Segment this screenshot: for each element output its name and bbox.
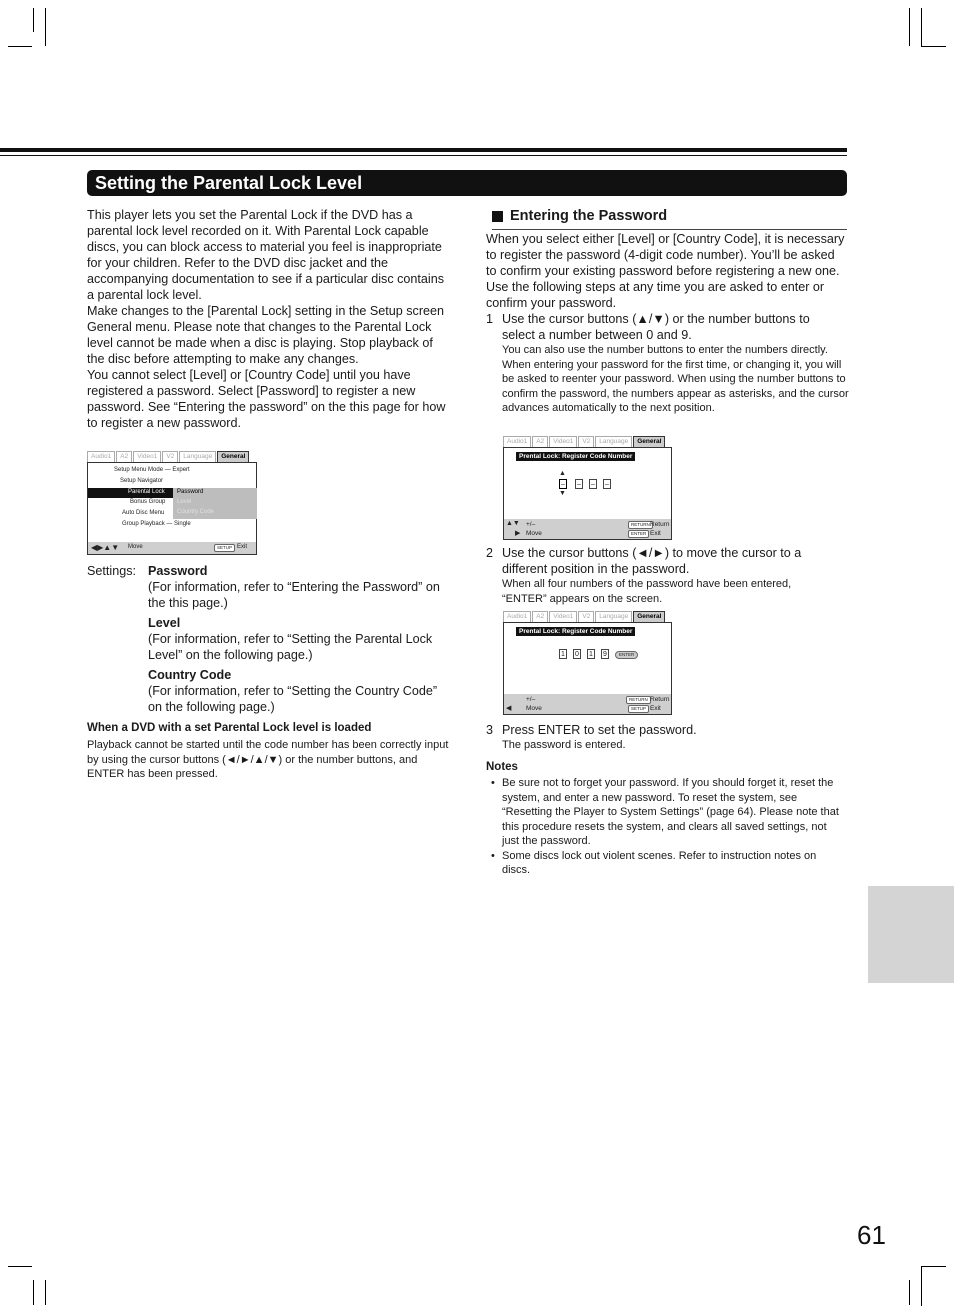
- tab-language: Language: [595, 611, 632, 622]
- move-label: Move: [526, 705, 542, 712]
- tab-video1: Video1: [549, 611, 577, 622]
- code-digit: –: [603, 479, 611, 489]
- footer-exit: Exit: [237, 544, 248, 550]
- crop-mark: [8, 46, 32, 47]
- osd-footer: [504, 694, 671, 714]
- code-digit: 1: [559, 649, 567, 659]
- setup-chip: SETUP: [628, 705, 649, 713]
- crop-mark: [909, 1280, 910, 1305]
- crop-mark: [45, 1280, 46, 1305]
- tab-audio1: Audio1: [503, 611, 531, 622]
- setup-chip: SETUP: [214, 544, 235, 552]
- return-chip: RETURN: [628, 521, 653, 529]
- osd-panel: [87, 462, 257, 555]
- setting-name: Password: [148, 564, 208, 578]
- tab-language: Language: [595, 436, 632, 447]
- tab-v2: V2: [162, 451, 178, 462]
- tab-audio1: Audio1: [503, 436, 531, 447]
- crop-mark: [909, 8, 910, 46]
- plusminus-label: +/–: [526, 696, 536, 703]
- code-digits: [559, 649, 649, 663]
- intro-paragraph: Make changes to the [Parental Lock] setting in the Setup screen General menu. Please note that changes to the Parental Lock level cannot be made when a disc is playing. Stop playback of the disc before attempting to make any changes.: [87, 304, 445, 366]
- menu-row: Setup Navigator: [120, 478, 164, 484]
- tab-v2: V2: [578, 611, 594, 622]
- left-arrow-icon: ◀: [506, 705, 512, 712]
- code-header: Prental Lock: Register Code Number: [516, 627, 635, 636]
- return-chip: RETURN: [626, 696, 651, 704]
- tab-v2: V2: [578, 436, 594, 447]
- note-text: Playback cannot be started until the code number has been correctly input by using the cursor buttons (◄/►/▲/▼) or the number buttons, and ENTER has been pressed.: [87, 739, 449, 780]
- code-digit: 9: [601, 649, 609, 659]
- crop-mark: [33, 8, 34, 32]
- return-label: Return: [650, 521, 670, 528]
- osd-panel: [503, 622, 672, 715]
- tab-a2: A2: [532, 436, 548, 447]
- bullet-icon: •: [491, 777, 495, 789]
- note-heading: When a DVD with a set Parental Lock level is loaded: [87, 722, 372, 734]
- step-subtext: The password is entered.: [502, 739, 626, 751]
- section-title-bar: [87, 170, 847, 196]
- tab-video1: Video1: [549, 436, 577, 447]
- tab-general: General: [217, 451, 249, 462]
- option-level: Level: [177, 499, 192, 505]
- note-item: [486, 849, 846, 878]
- page-edge-tab: [868, 886, 954, 983]
- setup-menu-screen: [87, 451, 257, 555]
- code-digit: 0: [573, 649, 581, 659]
- footer-move: Move: [128, 544, 143, 550]
- tab-video1: Video1: [133, 451, 161, 462]
- page-number: 61: [857, 1220, 886, 1250]
- option-country-code: Country Code: [177, 509, 215, 515]
- intro-paragraph: This player lets you set the Parental Lock if the DVD has a parental lock level recorded on it. With Parental Lock capable discs, you can block access to material you feel is inappropriate for your children. Refer to the DVD disc jacket and the accompanying documentation to see if a particular disc contains a parental lock level.: [87, 208, 445, 302]
- crop-mark: [921, 1266, 946, 1267]
- crop-mark: [921, 1266, 922, 1306]
- crop-mark: [8, 1266, 32, 1267]
- step-subtext: You can also use the number buttons to enter the numbers directly. When entering your password for the first time, or changing it, you will be asked to reenter your password. When using the number buttons to confirm the password, the numbers appear as asterisks, and the cursor advances automatically to the next position.: [502, 344, 849, 414]
- notes-list: [486, 776, 846, 878]
- note-item-text: Some discs lock out violent scenes. Refer to instruction notes on discs.: [502, 849, 817, 876]
- square-bullet-icon: [492, 211, 503, 222]
- setting-desc: (For information, refer to “Setting the Country Code” on the following page.): [148, 684, 438, 714]
- section-title: Setting the Parental Lock Level: [95, 173, 363, 193]
- tab-audio1: Audio1: [87, 451, 115, 462]
- crop-mark: [33, 1280, 34, 1305]
- step-number: 1: [486, 312, 494, 326]
- plusminus-label: +/–: [526, 521, 536, 528]
- settings-list: [148, 563, 453, 715]
- code-digit: –: [559, 479, 567, 489]
- tab-language: Language: [179, 451, 216, 462]
- osd-footer: [504, 519, 671, 539]
- crop-mark: [921, 46, 946, 47]
- code-digit: –: [589, 479, 597, 489]
- left-column: [87, 207, 452, 431]
- enter-chip: ENTER: [628, 530, 649, 538]
- crop-mark: [921, 8, 922, 46]
- code-digit: –: [575, 479, 583, 489]
- step-text: Use the cursor buttons (▲/▼) or the number buttons to select a number between 0 and 9.: [502, 312, 810, 342]
- notes-heading: Notes: [486, 761, 518, 773]
- header-rule-thin: [0, 155, 847, 156]
- move-label: Move: [526, 530, 542, 537]
- tab-a2: A2: [532, 611, 548, 622]
- code-digits: [559, 470, 619, 497]
- crop-mark: [45, 8, 46, 46]
- menu-row: Bonus Group: [130, 499, 166, 505]
- exit-label: Exit: [650, 530, 661, 537]
- setting-desc: (For information, refer to “Entering the Password” on the this page.): [148, 580, 440, 610]
- right-intro: When you select either [Level] or [Country Code], it is necessary to register the password (4-digit code number). You’ll be asked to confirm your existing password before registering a new one. Use the following steps at any time you are asked to enter or confirm your password.: [486, 232, 845, 310]
- code-entry-screen: [503, 436, 672, 540]
- right-arrow-icon: ▶: [515, 530, 521, 537]
- bullet-icon: •: [491, 849, 495, 862]
- intro-paragraph: You cannot select [Level] or [Country Code] until you have registered a password. Select [Password] to register a new password. See “Entering the password” on the this page for how to register a new password.: [87, 368, 446, 430]
- enter-indicator: ENTER: [615, 651, 638, 659]
- step-text: Press ENTER to set the password.: [502, 723, 697, 737]
- down-arrow-icon: ▼: [559, 490, 566, 497]
- setting-name: Level: [148, 616, 181, 630]
- code-header: Prental Lock: Register Code Number: [516, 452, 635, 461]
- menu-row: Setup Menu Mode — Expert: [114, 467, 190, 473]
- code-entered-screen: [503, 611, 672, 715]
- note-item: [486, 776, 846, 849]
- step-subtext: When all four numbers of the password have been entered, “ENTER” appears on the screen.: [502, 578, 792, 605]
- subheading: [492, 208, 847, 230]
- up-arrow-icon: ▲: [559, 470, 566, 477]
- menu-row: Auto Disc Menu: [122, 510, 165, 516]
- exit-label: Exit: [650, 705, 661, 712]
- menu-row: Parental Lock: [128, 489, 165, 495]
- code-digit: 1: [587, 649, 595, 659]
- menu-row: Group Playback — Single: [122, 521, 191, 527]
- note-item-text: Be sure not to forget your password. If you should forget it, reset the system, and enter a new password. To reset the system, see “Resetting the Player to System Settings” (page 64). Please note that this procedure resets the system, and clears all saved settings, not just the password.: [502, 777, 839, 847]
- return-label: Return: [650, 696, 670, 703]
- entering-password-heading: Entering the Password: [510, 208, 668, 224]
- tab-general: General: [633, 436, 665, 447]
- arrows-icon: ◀▶▲▼: [91, 543, 120, 552]
- osd-panel: [503, 447, 672, 540]
- step-number: 3: [486, 723, 494, 737]
- header-rule-thick: [0, 148, 847, 152]
- step-text: Use the cursor buttons (◄/►) to move the cursor to a different position in the password.: [502, 546, 802, 576]
- option-password: Password: [177, 489, 204, 495]
- step-number: 2: [486, 546, 494, 560]
- setting-name: Country Code: [148, 668, 232, 682]
- tab-a2: A2: [116, 451, 132, 462]
- setting-desc: (For information, refer to “Setting the Parental Lock Level” on the following page.): [148, 632, 433, 662]
- tab-general: General: [633, 611, 665, 622]
- up-down-arrows-icon: ▲▼: [506, 520, 520, 527]
- osd-footer: [88, 542, 256, 554]
- settings-label: Settings:: [87, 564, 137, 578]
